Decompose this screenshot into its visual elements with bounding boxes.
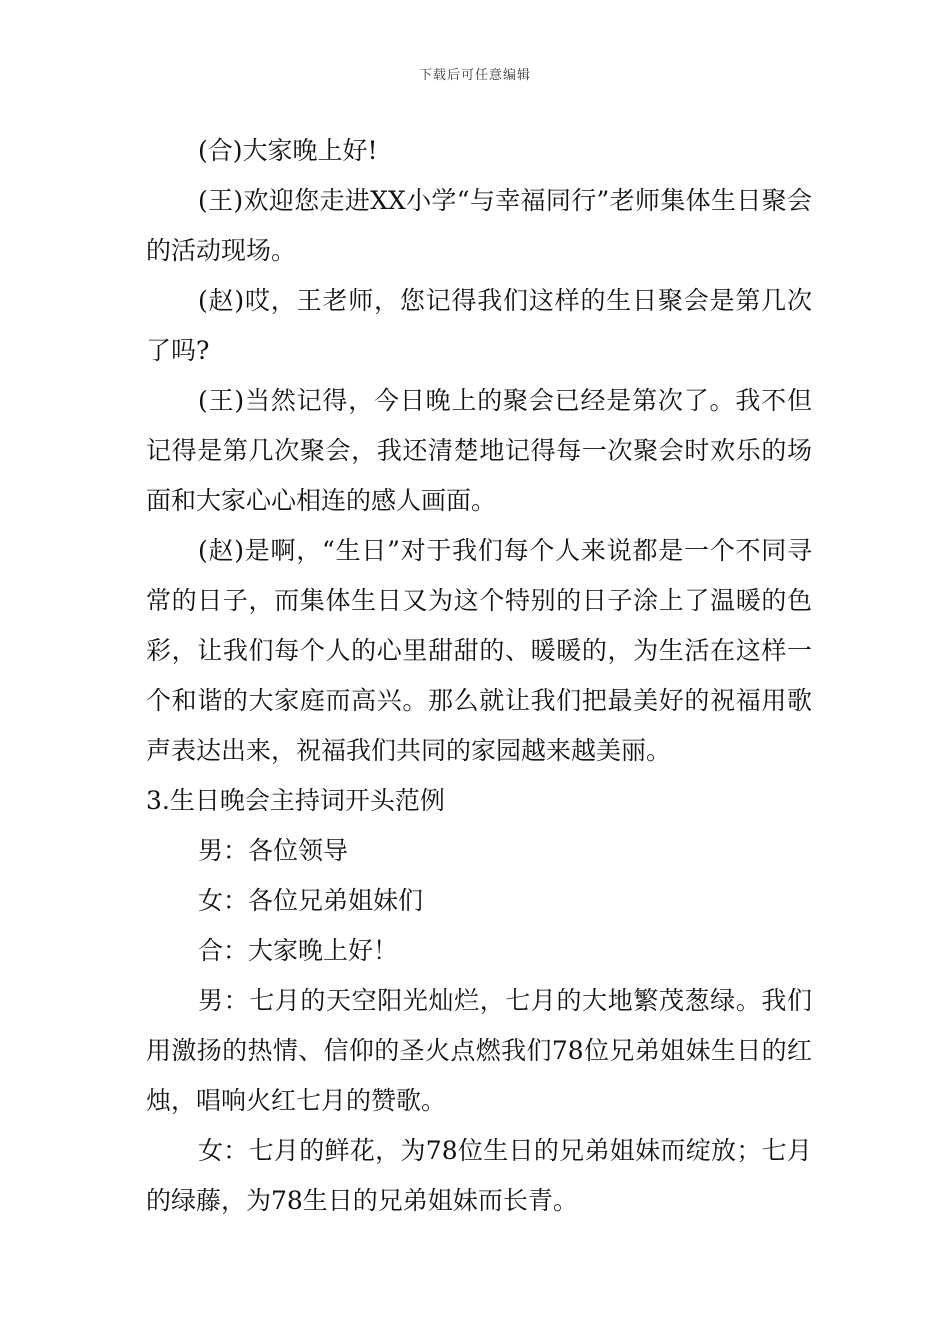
paragraph-greeting-together: (合)大家晚上好! (198, 136, 378, 165)
paragraph-zhao-question: (赵)哎，王老师，您记得我们这样的生日聚会是第几次了吗? (146, 286, 812, 365)
paragraph-wang-welcome: (王)欢迎您走进XX小学“与幸福同行”老师集体生日聚会的活动现场。 (146, 186, 812, 265)
section-heading: 3.生日晚会主持词开头范例 (146, 786, 445, 815)
paragraph-together-greeting: 合：大家晚上好！ (198, 936, 399, 965)
paragraph-female-july: 女：七月的鲜花，为78位生日的兄弟姐妹而绽放；七月的绿藤，为78生日的兄弟姐妹而长青。 (146, 1136, 812, 1215)
paragraph-male-leaders: 男：各位领导 (198, 836, 349, 865)
page-header: 下载后可任意编辑 (418, 68, 531, 83)
paragraph-female-siblings: 女：各位兄弟姐妹们 (198, 886, 424, 915)
paragraph-wang-answer: (王)当然记得，今日晚上的聚会已经是第次了。我不但记得是第几次聚会，我还清楚地记得每一次聚会时欢乐的场面和大家心心相连的感人画面。 (146, 386, 812, 515)
paragraph-zhao-birthday: (赵)是啊，“生日”对于我们每个人来说都是一个不同寻常的日子，而集体生日又为这个特别的日子涂上了温暖的色彩，让我们每个人的心里甜甜的、暖暖的，为生活在这样一个和谐的大家庭而高兴。那么就让我们把最美好的祝福用歌声表达出来，祝福我们共同的家园越来越美丽。 (146, 536, 812, 765)
document-body (146, 126, 812, 1226)
paragraph-male-july: 男：七月的天空阳光灿烂，七月的大地繁茂葱绿。我们用激扬的热情、信仰的圣火点燃我们78位兄弟姐妹生日的红烛，唱响火红七月的赞歌。 (146, 986, 812, 1115)
